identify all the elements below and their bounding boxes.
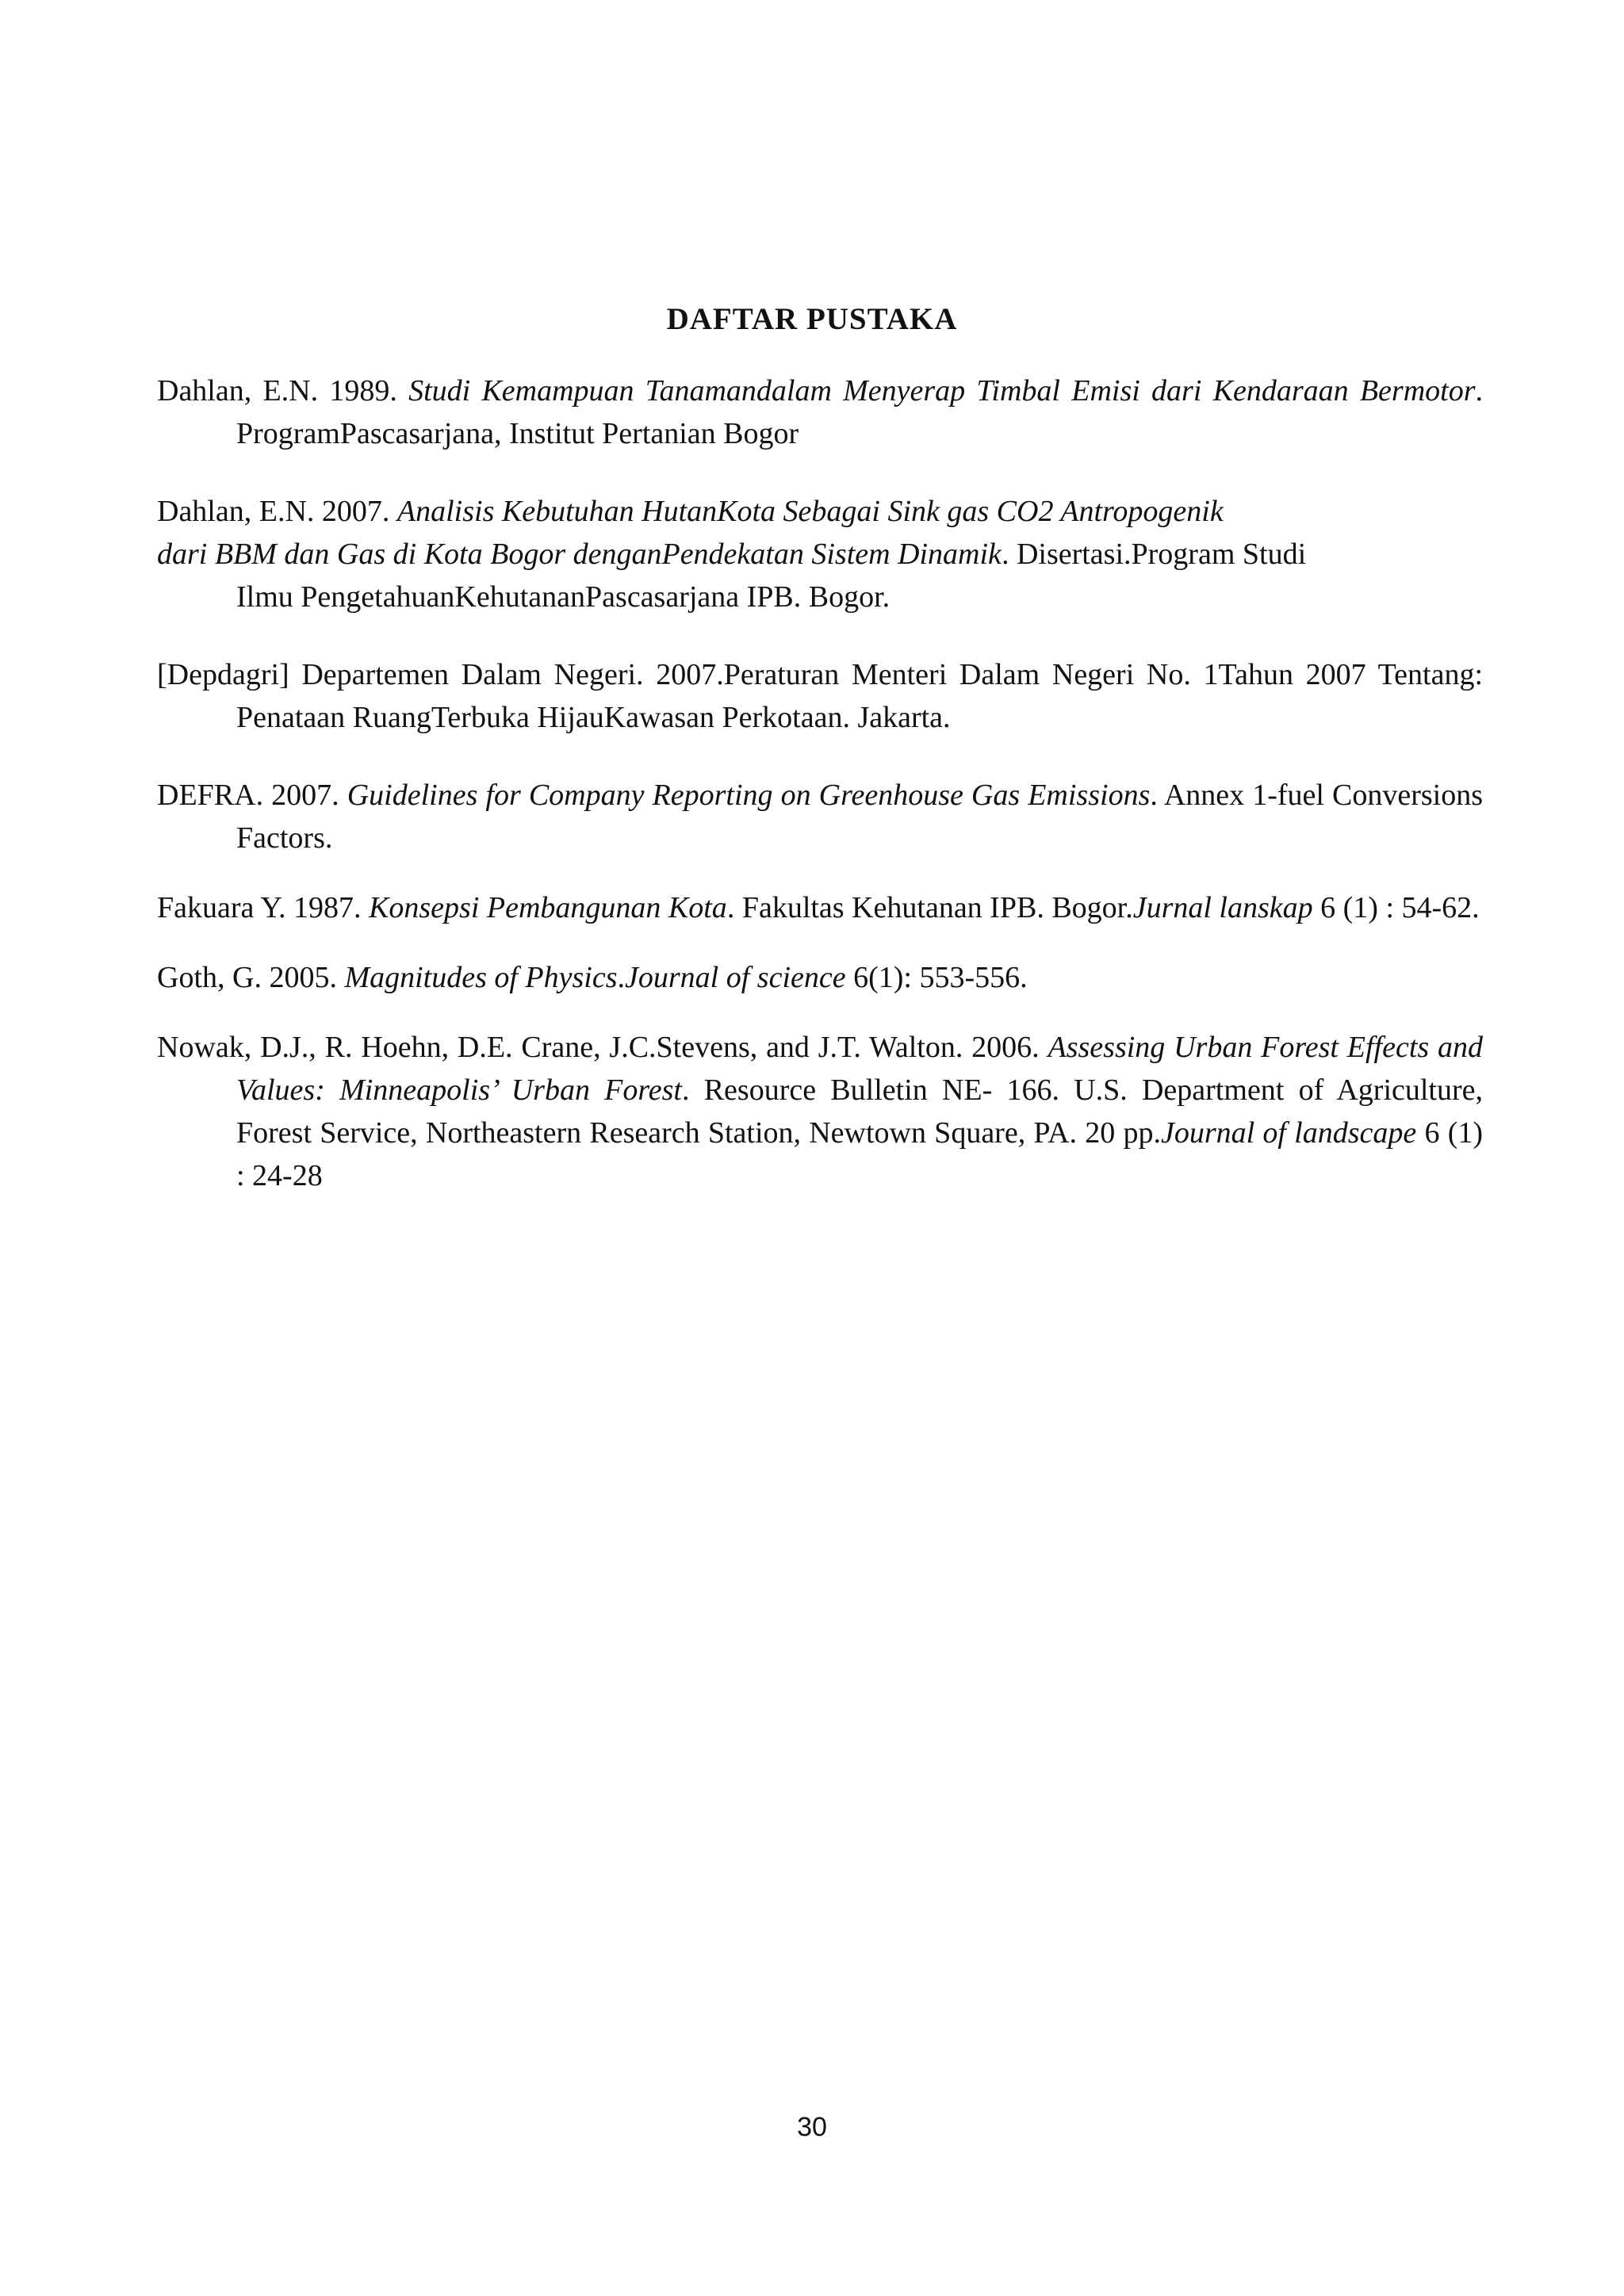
reference-journal: Jurnal lanskap bbox=[1132, 891, 1313, 924]
reference-source: . Annex 1-fuel Conversions Factors. bbox=[236, 779, 1483, 855]
reference-authors-year: Nowak, D.J., R. Hoehn, D.E. Crane, J.C.Stevens, and J.T. Walton. 2006. bbox=[157, 1031, 1048, 1064]
reference-item bbox=[157, 1026, 1483, 1197]
reference-title: Studi Kemampuan Tanamandalam Menyerap Timbal Emisi dari Kendaraan Bermotor bbox=[408, 374, 1476, 408]
reference-item bbox=[157, 886, 1483, 929]
reference-item bbox=[157, 653, 1483, 739]
reference-title: Assessing Urban Forest Effects and Values: Minneapolis’ Urban Forest bbox=[236, 1031, 1483, 1107]
reference-volume-pages: 6 (1) : 54-62. bbox=[1312, 891, 1480, 924]
reference-volume-pages: 6 (1) : 24-28 bbox=[236, 1116, 1483, 1192]
reference-title: Guidelines for Company Reporting on Greenhouse Gas Emissions bbox=[347, 779, 1151, 812]
reference-source-continued: Ilmu PengetahuanKehutananPascasarjana IPB. Bogor. bbox=[236, 580, 891, 614]
reference-authors-year: Goth, G. 2005. bbox=[157, 961, 345, 994]
reference-item bbox=[157, 490, 1483, 618]
reference-item bbox=[157, 774, 1483, 859]
reference-text: [Depdagri] Departemen Dalam Negeri. 2007.Peraturan Menteri Dalam Negeri No. 1Tahun 2007 Tentang: Penataan RuangTerbuka HijauKawasan Perkotaan. Jakarta. bbox=[157, 658, 1483, 734]
reference-title: Magnitudes of Physics bbox=[344, 961, 618, 994]
reference-title-line1: Analisis Kebutuhan HutanKota Sebagai Sink gas CO2 Antropogenik bbox=[396, 495, 1224, 528]
reference-list bbox=[157, 369, 1483, 1197]
reference-journal: Journal of landscape bbox=[1160, 1116, 1417, 1150]
reference-separator: . bbox=[617, 961, 626, 994]
reference-item bbox=[157, 956, 1483, 999]
reference-publisher: . Fakultas Kehutanan IPB. Bogor. bbox=[726, 891, 1133, 924]
reference-authors-year: Dahlan, E.N. 2007. bbox=[157, 495, 397, 528]
reference-title-line2: dari BBM dan Gas di Kota Bogor denganPendekatan Sistem Dinamik bbox=[157, 538, 1002, 571]
reference-source: . Disertasi.Program Studi bbox=[1001, 538, 1307, 571]
reference-source: . ProgramPascasarjana, Institut Pertanian Bogor bbox=[236, 374, 1484, 450]
page-number: 30 bbox=[797, 2112, 827, 2142]
reference-title: Konsepsi Pembangunan Kota bbox=[369, 891, 727, 924]
reference-volume-pages: 6(1): 553-556. bbox=[845, 961, 1028, 994]
reference-source: . Resource Bulletin NE- 166. U.S. Department of Agriculture, Forest Service, Northeastern Research Station, Newtown Square, PA. 20 pp. bbox=[236, 1073, 1484, 1150]
page-title: DAFTAR PUSTAKA bbox=[666, 302, 958, 336]
reference-authors-year: Fakuara Y. 1987. bbox=[157, 891, 370, 924]
reference-item bbox=[157, 369, 1483, 455]
reference-authors-year: Dahlan, E.N. 1989. bbox=[157, 374, 409, 408]
reference-authors-year: DEFRA. 2007. bbox=[157, 779, 347, 812]
reference-journal: Journal of science bbox=[625, 961, 846, 994]
